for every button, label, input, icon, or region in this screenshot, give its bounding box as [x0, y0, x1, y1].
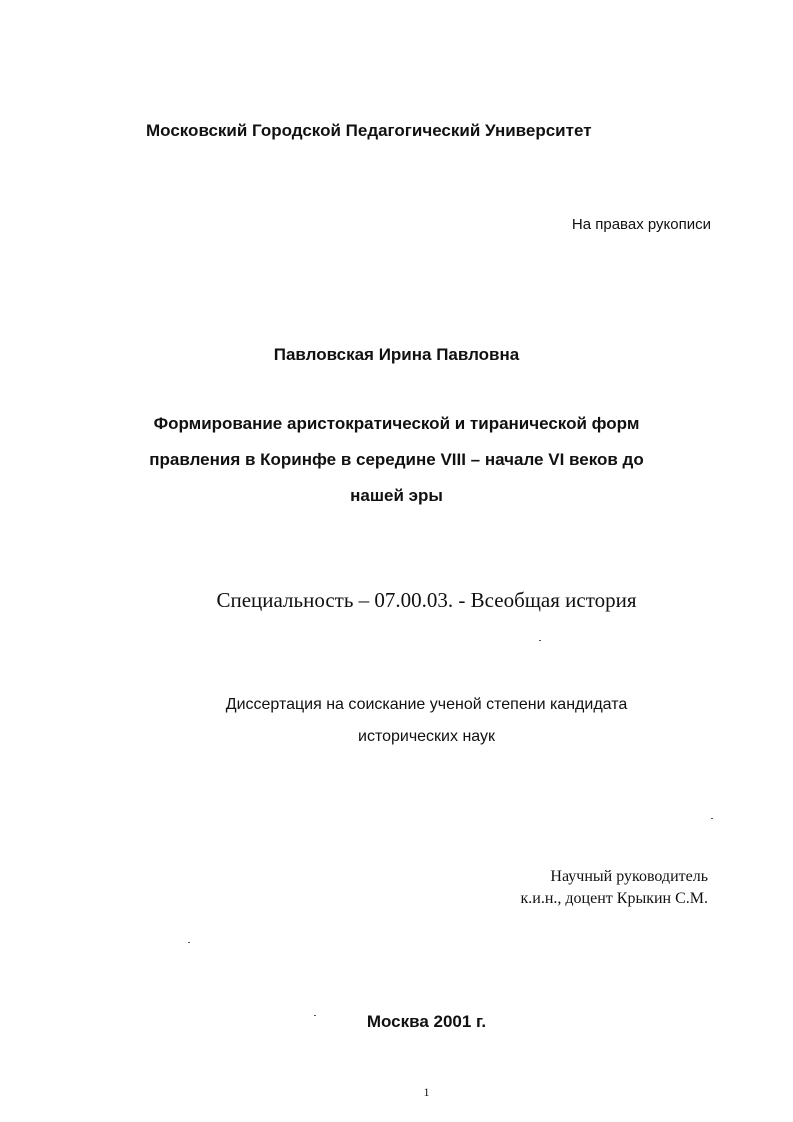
institution-name: Московский Городской Педагогический Университет [146, 121, 592, 140]
supervisor-role: Научный руководитель [550, 868, 708, 885]
title-line: нашей эры [350, 486, 443, 505]
scan-speck [314, 1015, 316, 1016]
scan-speck [539, 640, 541, 641]
specialty: Специальность – 07.00.03. - Всеобщая история [216, 588, 637, 612]
page-number: 1 [423, 1085, 430, 1099]
manuscript-note: На правах рукописи [571, 216, 711, 233]
degree-line: исторических наук [358, 728, 495, 745]
degree-line: Диссертация на соискание ученой степени кандидата [225, 696, 628, 713]
title-line: правления в Коринфе в середине VIII – начале VI веков до [149, 450, 644, 469]
title-line: Формирование аристократической и тиранической форм [153, 414, 640, 433]
dissertation-title [120, 406, 673, 514]
scan-speck [711, 818, 713, 819]
degree-statement [0, 689, 793, 753]
city-year: Москва 2001 г. [366, 1012, 487, 1031]
supervisor-name: к.и.н., доцент Крыкин С.М. [520, 890, 708, 907]
author-name: Павловская Ирина Павловна [273, 345, 520, 364]
supervisor-block [521, 866, 708, 910]
scan-speck [188, 942, 190, 943]
